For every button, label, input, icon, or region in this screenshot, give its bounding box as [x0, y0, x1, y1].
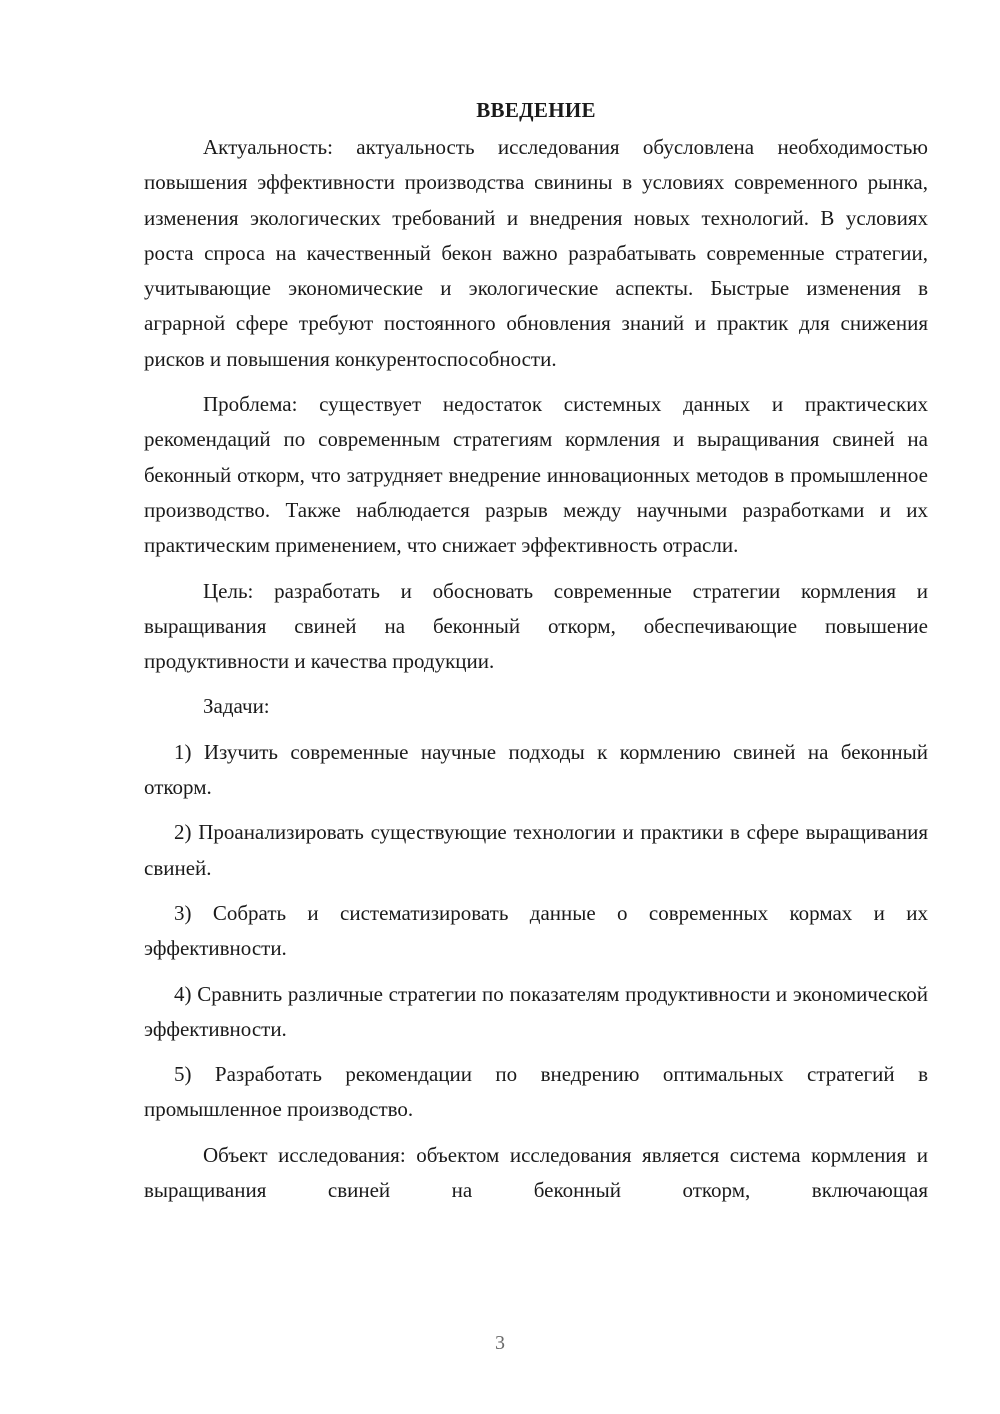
task-item: 5) Разработать рекомендации по внедрению оптимальных стратегий в промышленное производство.	[144, 1062, 928, 1122]
goal-paragraph: Цель: разработать и обосновать современные стратегии кормления и выращивания свиней на беконный откорм, обеспечивающие повышение продуктивности и качества продукции.	[144, 578, 928, 674]
section-title: ВВЕДЕНИЕ	[476, 98, 596, 122]
task-item: 2) Проанализировать существующие технологии и практики в сфере выращивания свиней.	[144, 820, 928, 880]
object-paragraph: Объект исследования: объектом исследования является система кормления и выращивания свиней на беконный откорм, включающая	[144, 1142, 928, 1203]
document-page	[144, 92, 928, 1218]
task-item: 4) Сравнить различные стратегии по показателям продуктивности и экономической эффективности.	[144, 981, 928, 1041]
tasks-heading: Задачи:	[203, 694, 270, 719]
relevance-paragraph: Актуальность: актуальность исследования обусловлена необходимостью повышения эффективности производства свинины в условиях современного рынка, изменения экологических требований и внедрения новых технологий. В условиях роста спроса на качественный бекон важно разрабатывать современные стратегии, учитывающие экономические и экологические аспекты. Быстрые изменения в аграрной сфере требуют постоянного обновления знаний и практик для снижения рисков и повышения конкурентоспособности.	[144, 135, 928, 371]
task-item: 3) Собрать и систематизировать данные о современных кормах и их эффективности.	[144, 900, 928, 961]
task-item: 1) Изучить современные научные подходы к кормлению свиней на беконный откорм.	[144, 739, 928, 800]
page-number: 3	[495, 1332, 505, 1354]
problem-paragraph: Проблема: существует недостаток системных данных и практических рекомендаций по современным стратегиям кормления и выращивания свиней на беконный откорм, что затрудняет внедрение инновационных методов в промышленное производство. Также наблюдается разрыв между научными разработками и их практическим применением, что снижает эффективность отрасли.	[144, 392, 928, 558]
